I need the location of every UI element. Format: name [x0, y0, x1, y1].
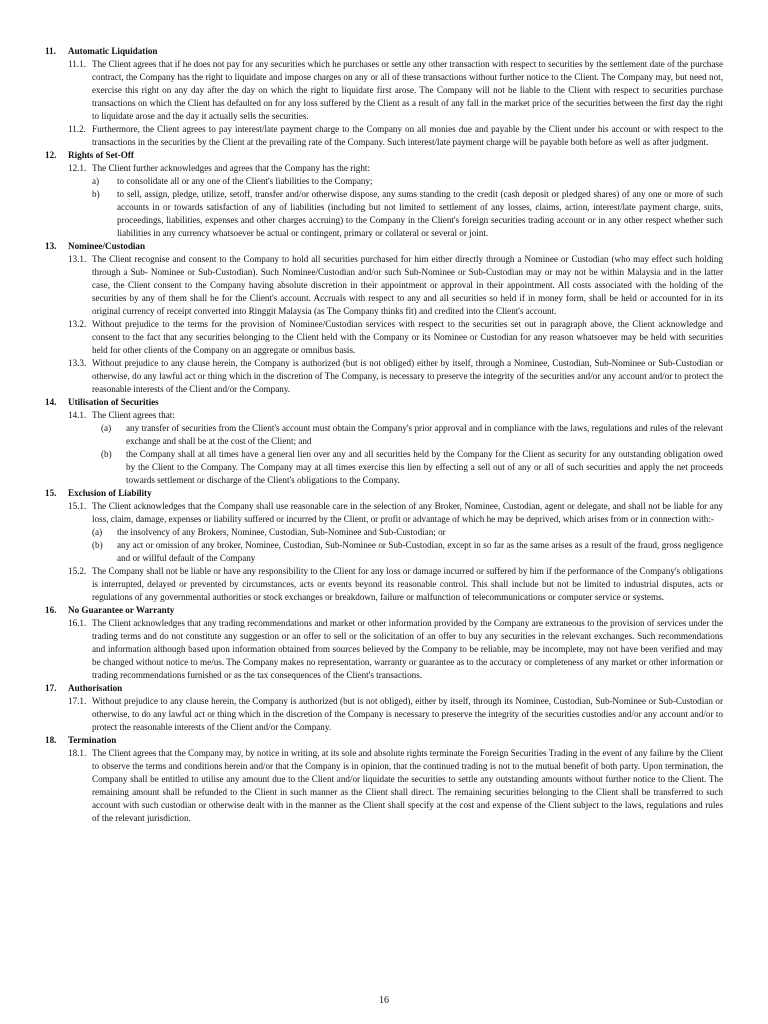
- section: [45, 734, 723, 825]
- clause-paragraph: [68, 318, 723, 357]
- sub-clause-text: the insolvency of any Brokers, Nominee, Custodian, Sub-Nominee and Sub-Custodian; or: [117, 527, 446, 537]
- sub-clause: [92, 188, 723, 240]
- section-heading: [45, 604, 723, 617]
- sub-clause-label: a): [92, 176, 100, 186]
- clause-paragraph: [68, 253, 723, 318]
- clause-number: 11.1.: [68, 59, 86, 69]
- section: [45, 149, 723, 240]
- section-heading: [45, 487, 723, 500]
- clause-number: 12.1.: [68, 163, 87, 173]
- sub-clause-text: any transfer of securities from the Client's account must obtain the Company's prior approval and in compliance with the laws, regulations and rules of the relevant exchange and shall be at the cost of the Client; and: [126, 423, 723, 446]
- section: [45, 487, 723, 604]
- sub-clause-label: (a): [101, 423, 112, 433]
- clause-paragraph: [68, 500, 723, 526]
- section-number: 16.: [45, 605, 57, 615]
- section-title: Exclusion of Liability: [68, 488, 152, 498]
- sub-clause: [101, 448, 723, 487]
- section-heading: [45, 149, 723, 162]
- section-heading: [45, 734, 723, 747]
- clause-paragraph: [68, 123, 723, 149]
- section-heading: [45, 45, 723, 58]
- clause-number: 15.1.: [68, 501, 87, 511]
- clause-text: The Client agrees that the Company may, by notice in writing, at its sole and absolute rights terminate the Foreign Securities Trading in the event of any failure by the Client to observe the terms and conditions herein and/or that the Company is in opinion, that the continued trading is not to the mutual benefit of both party. Upon termination, the Company shall be entitled to utilise any amount due to the Client and/or liquidate the securities to settle any outstanding amounts without further notice to the Client. The remaining amount shall be refunded to the Client in such manner as the Client shall direct. The remaining securities belonging to the Client shall be transferred to such account with such custodian or otherwise dealt with in the manner as the Client shall specify at the cost and expense of the Client subject to the laws, regulations and rules of the relevant jurisdiction.: [92, 748, 723, 823]
- clause-text: Without prejudice to any clause herein, the Company is authorized (but is not obliged), either by itself, through its Nominee, Custodian, Sub-Nominee or Sub-Custodian or otherwise, to do any lawful act or thing which in the discretion of the Company is necessary to preserve the integrity of the securities custodies and/or any account and/or to protect the reasonable interests of the Client and/or the Company.: [92, 696, 723, 732]
- section-number: 13.: [45, 241, 57, 251]
- clause-number: 11.2.: [68, 124, 86, 134]
- section-title: Rights of Set-Off: [68, 150, 134, 160]
- sub-clause: [92, 175, 723, 188]
- sub-clause: [92, 539, 723, 565]
- clause-number: 14.1.: [68, 410, 87, 420]
- section: [45, 45, 723, 149]
- section-title: Automatic Liquidation: [68, 46, 158, 56]
- clause-text: The Client agrees that:: [92, 410, 175, 420]
- sub-clause-text: to sell, assign, pledge, utilize, setoff, transfer and/or otherwise dispose, any sums standing to the credit (cash deposit or pledged shares) of any one or more of such accounts in or towards satisfaction of any of liabilities (including but not limited to settlement of any losses, claims, action, interest/late payment charge, suits, proceedings, liabilities, expenses and other charges accruing) to the Company in the Client's foreign securities trading account or in any other respect whether such liabilities in any currency whatsoever be actual or contingent, primary or collateral or several or joint.: [117, 189, 723, 238]
- section: [45, 604, 723, 682]
- section-number: 17.: [45, 683, 57, 693]
- section-number: 11.: [45, 46, 56, 56]
- clause-text: The Client further acknowledges and agrees that the Company has the right:: [92, 163, 370, 173]
- section-heading: [45, 240, 723, 253]
- section-title: Termination: [68, 735, 117, 745]
- sub-clause-label: (b): [101, 449, 112, 459]
- section-number: 18.: [45, 735, 57, 745]
- clause-paragraph: [68, 58, 723, 123]
- clause-paragraph: [68, 162, 723, 175]
- document-body: [45, 45, 723, 825]
- clause-number: 18.1.: [68, 748, 87, 758]
- clause-paragraph: [68, 747, 723, 825]
- clause-paragraph: [68, 565, 723, 604]
- section-number: 12.: [45, 150, 57, 160]
- clause-paragraph: [68, 409, 723, 422]
- clause-text: The Client acknowledges that any trading recommendations and market or other information provided by the Company are extraneous to the provision of services under the trading terms and do not constitute any suggestion or an offer to sell or the solicitation of an offer to buy any securities in the relevant exchanges. Such recommendations and information although based upon information obtained from sources believed by the Company to be reliable, may be incomplete, may not have been verified and may be changed without notice to me/us. The Company makes no representation, warranty or guarantee as to the accuracy or completeness of any market or other information or trading recommendations furnished or as the tax consequences of the Client's transactions.: [92, 618, 723, 680]
- clause-number: 13.1.: [68, 254, 87, 264]
- clause-number: 15.2.: [68, 566, 87, 576]
- sub-clause: [92, 526, 723, 539]
- section-title: Utilisation of Securities: [68, 397, 159, 407]
- section: [45, 396, 723, 487]
- clause-text: The Client recognise and consent to the Company to hold all securities purchased for him either directly through a Nominee or Custodian (who may effect such holding through a Sub- Nominee or Sub-Custodian). Such Nominee/Custodian and/or such Sub-Nominee or Sub-Custodian may or may not be within Malaysia and in the latter case, the Client consent to the Company having absolute discretion in their appointment or approval in their appointment. All costs associated with the holding of the securities by any of them shall be for the Client's account. Accruals with respect to any and all securities so held if in money form, shall be held or accounted for in its original currency of receipt converted into Ringgit Malaysia (as The Company thinks fit) and credited into the Client's account.: [92, 254, 723, 316]
- clause-number: 17.1.: [68, 696, 87, 706]
- clause-paragraph: [68, 357, 723, 396]
- sub-clause-label: (b): [92, 540, 103, 550]
- clause-number: 13.3.: [68, 358, 87, 368]
- clause-number: 16.1.: [68, 618, 87, 628]
- section-title: Authorisation: [68, 683, 123, 693]
- clause-number: 13.2.: [68, 319, 87, 329]
- clause-text: The Company shall not be liable or have any responsibility to the Client for any loss or damage incurred or suffered by him if the performance of the Company's obligations is interrupted, delayed or prevented by circumstances, acts or events beyond its reasonable control. This shall include but not be limited to industrial disputes, acts or regulations of any governmental authorities or stock exchanges or breakdown, failure or malfunction of telecommunications or computer service or systems.: [92, 566, 723, 602]
- sub-clause: [101, 422, 723, 448]
- section-heading: [45, 682, 723, 695]
- clause-text: Furthermore, the Client agrees to pay interest/late payment charge to the Company on all monies due and payable by the Client under his account or with respect to the transactions in the securities by the Client at the prevailing rate of the Company. Such interest/late payment charge will be payable both before as well as after judgment.: [92, 124, 723, 147]
- page-number: 16: [379, 995, 389, 1006]
- sub-clause-text: to consolidate all or any one of the Client's liabilities to the Company;: [117, 176, 373, 186]
- clause-text: The Client acknowledges that the Company shall use reasonable care in the selection of any Broker, Nominee, Custodian, agent or delegate, and shall not be liable for any loss, claim, damage, expenses or liability suffered or incurred by the Client, or profit or advantage of which he may be deprived, which arises from or in connection with:-: [92, 501, 723, 524]
- section: [45, 682, 723, 734]
- clause-text: Without prejudice to any clause herein, the Company is authorized (but is not obliged) either by itself, through a Nominee, Custodian, Sub-Nominee or Sub-Custodian or otherwise, do any lawful act or thing which in the discretion of The Company, is necessary to preserve the integrity of the securities and/or any account and/or to protect the reasonable interests of the Client and/or the Company.: [92, 358, 723, 394]
- sub-clause-text: any act or omission of any broker, Nominee, Custodian, Sub-Nominee or Sub-Custodian, except in so far as the same arises as a result of the fraud, gross negligence and or willful default of the Company: [117, 540, 723, 563]
- sub-clause-label: (a): [92, 527, 103, 537]
- clause-text: Without prejudice to the terms for the provision of Nominee/Custodian services with respect to the securities set out in paragraph above, the Client acknowledge and consent to the fact that any securities belonging to the Client held with the Company or its Nominee or Custodian for any reason whatsoever may be held with securities held for other clients of the Company on an aggregate or omnibus basis.: [92, 319, 723, 355]
- section-number: 14.: [45, 397, 57, 407]
- section-title: Nominee/Custodian: [68, 241, 146, 251]
- clause-paragraph: [68, 695, 723, 734]
- clause-text: The Client agrees that if he does not pay for any securities which he purchases or settle any other transaction with respect to securities by the settlement date of the purchase contract, the Company has the right to liquidate and impose charges on any or all of these transactions without further notice to the Client. The Company may, but need not, exercise this right on any day after the day on which the right to liquidate first arose. The Company will not be liable to the Client with respect to securities purchase transactions on which the Client has defaulted on for any loss suffered by the Client as a result of any fall in the market price of the securities between the first day the right to liquidate arose and the day it actually sells the securities.: [92, 59, 723, 121]
- section: [45, 240, 723, 396]
- section-number: 15.: [45, 488, 57, 498]
- sub-clause-text: the Company shall at all times have a general lien over any and all securities held by the Company for the Client as security for any outstanding obligation owed by the Client to the Company. The Company may at all times exercise this lien by effecting a sell out of any or all of such securities and apply the net proceeds towards settlement or discharge of the Client's obligations to the Company.: [126, 449, 723, 485]
- clause-paragraph: [68, 617, 723, 682]
- section-title: No Guarantee or Warranty: [68, 605, 175, 615]
- sub-clause-label: b): [92, 189, 100, 199]
- section-heading: [45, 396, 723, 409]
